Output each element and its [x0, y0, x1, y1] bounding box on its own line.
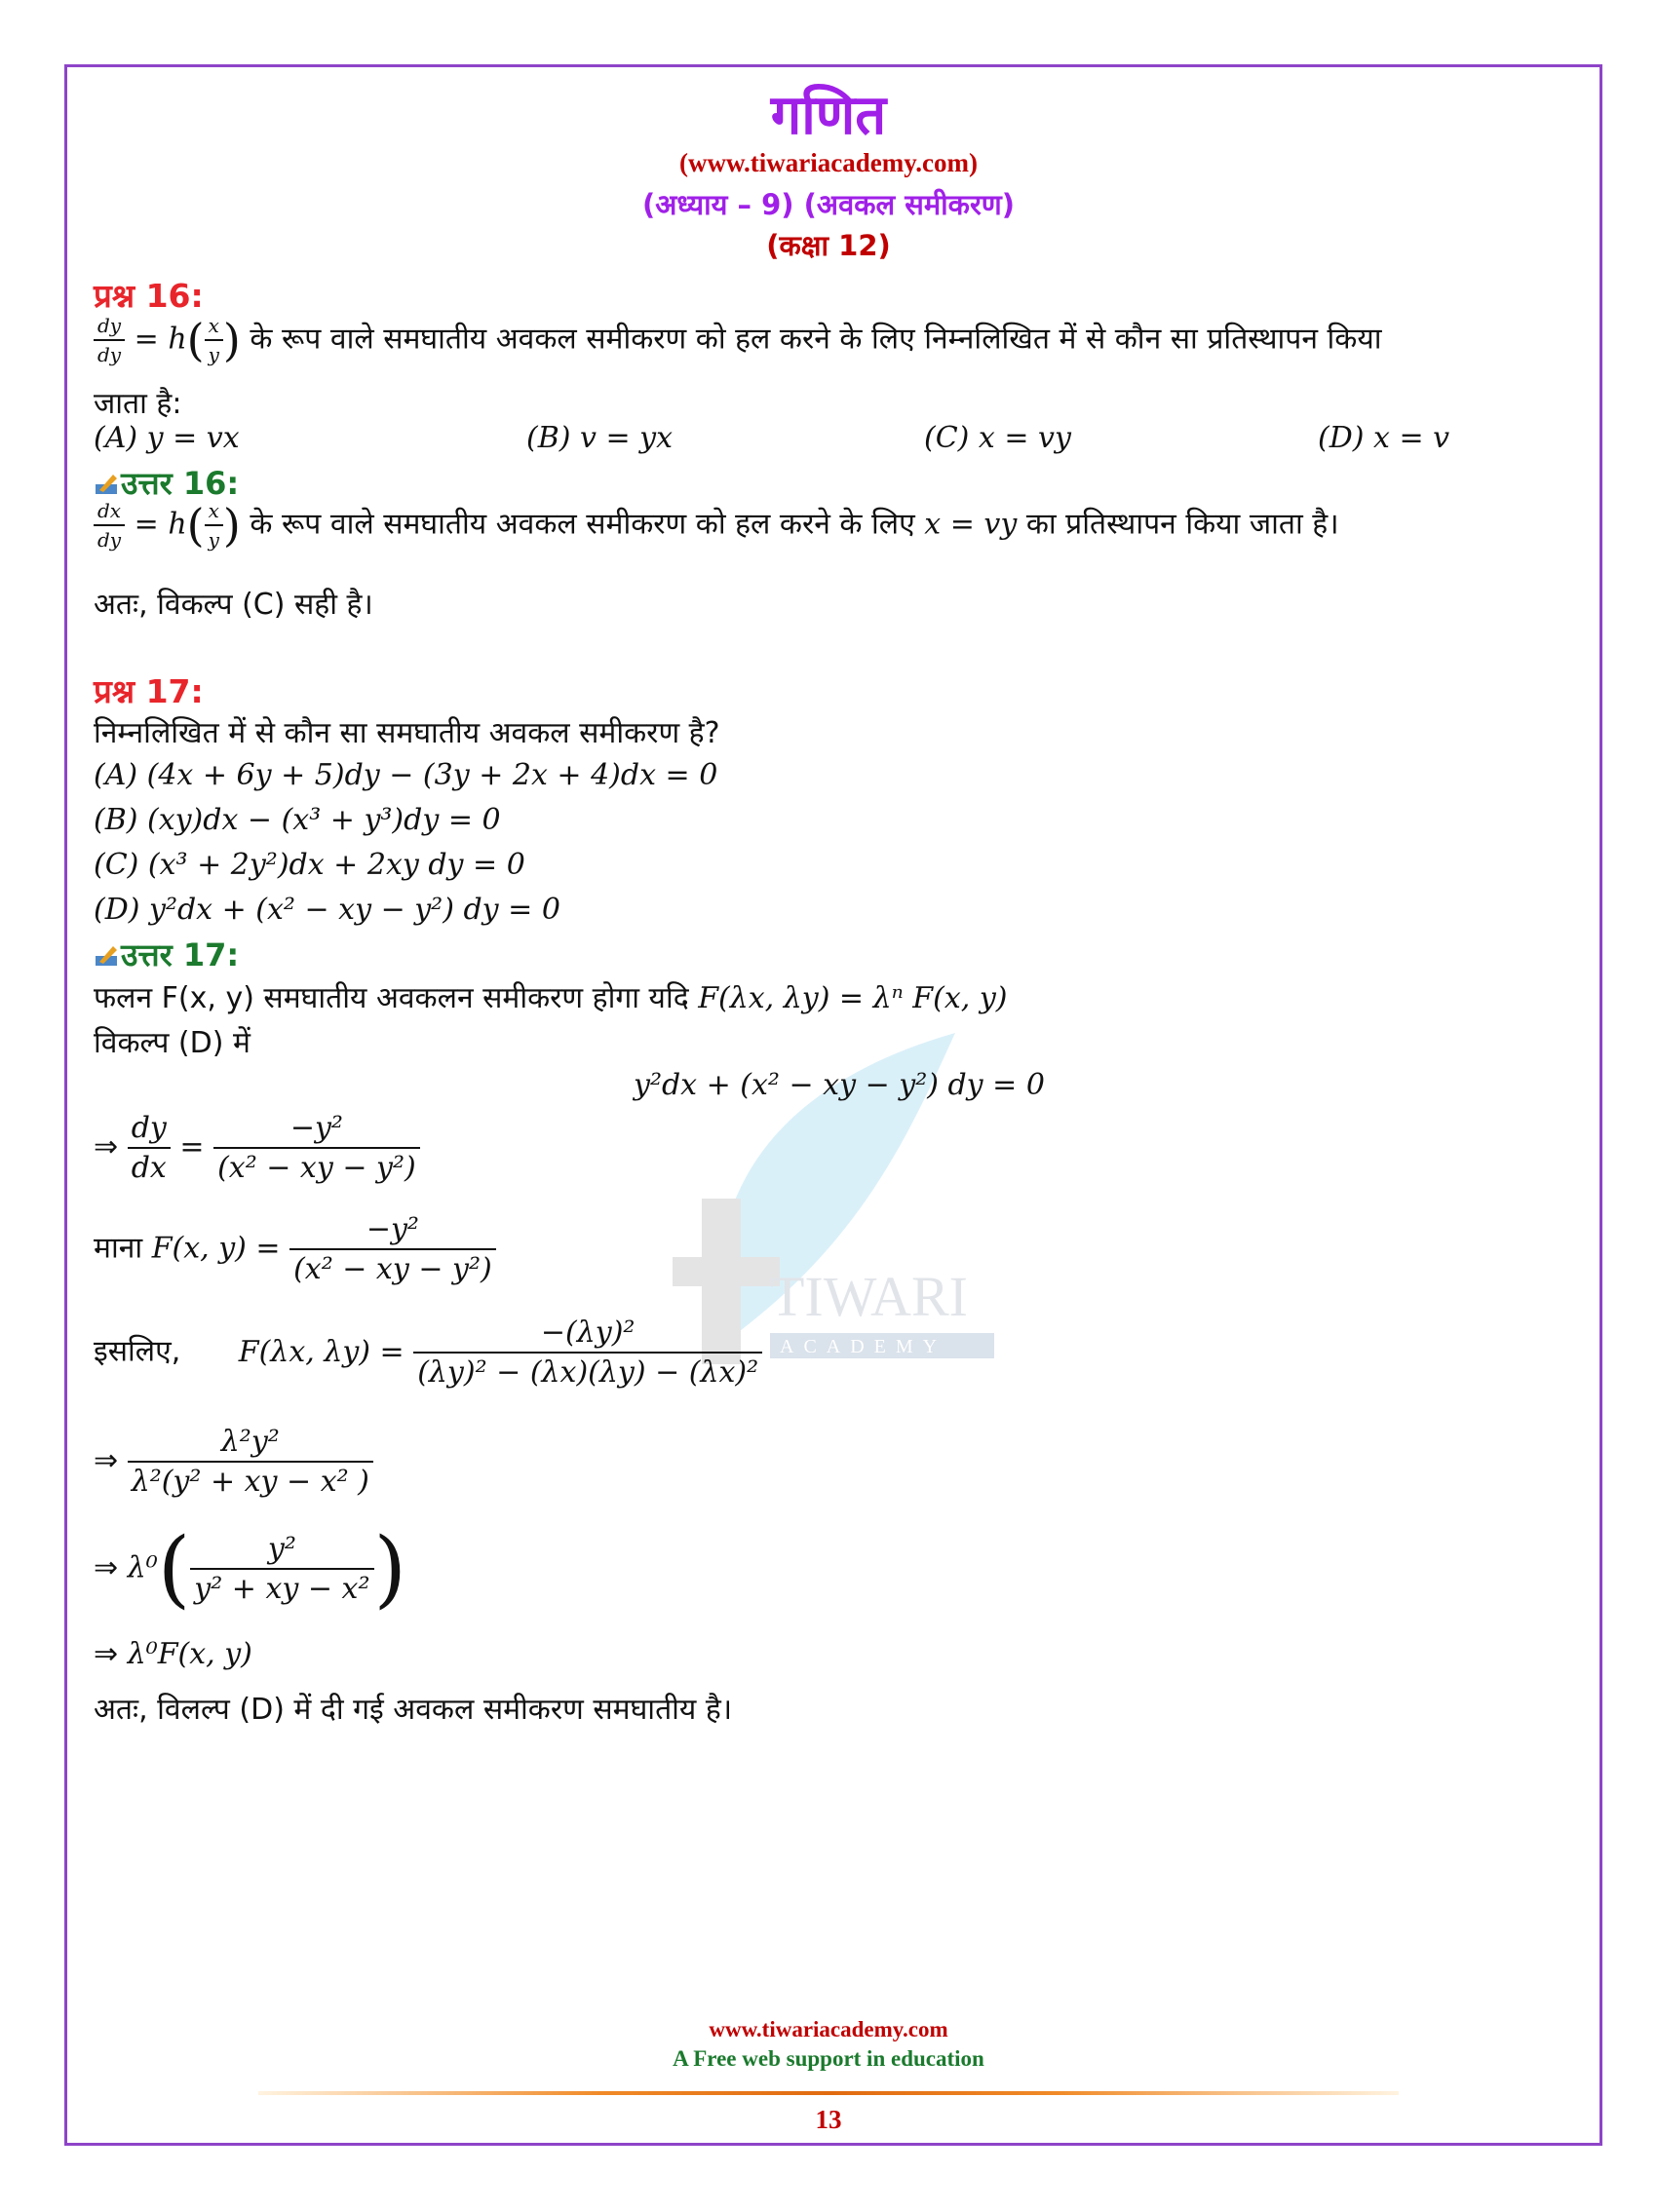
a17-line1: [94, 976, 1007, 1016]
a17-line2: विकल्प (D) में: [94, 1026, 250, 1060]
q16-option-b: (B) v = yx: [526, 421, 674, 455]
a17-heading-row: [94, 934, 239, 975]
a17-step-final-form: ⇒ λ⁰F(x, y): [94, 1637, 252, 1671]
x-over-y-fraction: $\frac{x}{y}$: [205, 314, 223, 366]
pencil-icon: [94, 942, 119, 968]
t-bar: [673, 1257, 780, 1286]
a17-line1-text: फलन F(x, y) समघातीय अवकलन समीकरण होगा यदि: [94, 981, 689, 1015]
watermark-brand: TIWARI: [770, 1265, 968, 1328]
footer-site-link[interactable]: www.tiwariacademy.com: [709, 2017, 948, 2041]
a17-centered-equation: y²dx + (x² − xy − y²) dy = 0: [634, 1068, 1045, 1102]
a17-step-lambda2: ⇒ $\frac{\text{λ²y²}}{\text{λ²(y² + xy − x² )}}$: [94, 1425, 373, 1499]
lambda-squared-fraction: $\frac{\text{λ²y²}}{\text{λ²(y² + xy − x² )}}$: [128, 1425, 373, 1499]
q17-option-d: (D) y²dx + (x² − xy − y²) dy = 0: [94, 893, 560, 927]
q17-option-c: (C) (x³ + 2y²)dx + 2xy dy = 0: [94, 848, 525, 882]
page-title: गणित: [770, 84, 887, 147]
dy-over-dy-fraction: $\frac{dy}{dy}$: [94, 314, 125, 366]
watermark-sub: ACADEMY: [780, 1336, 947, 1357]
header-site-link[interactable]: (www.tiwariacademy.com): [679, 148, 978, 177]
lambda-zero-fraction: $\frac{\text{y²}}{\text{y² + xy − x²}}$: [190, 1532, 373, 1606]
dx-over-dy-fraction: $\frac{dx}{dy}$: [94, 499, 125, 552]
a17-step-maana: माना F(x, y) = $\frac{\text{−y²}}{\text{(x² − xy − y²)}}$: [94, 1212, 496, 1286]
pencil-icon: [94, 471, 119, 496]
class-label: (कक्षा 12): [766, 229, 891, 262]
q16-statement-line2: जाता है:: [94, 387, 182, 421]
f-lambda-fraction: $\frac{\text{−(λy)²}}{\text{(λy)² − (λx)(λy) − (λx)²}}$: [413, 1316, 762, 1390]
q16-option-d: (D) x = v: [1318, 421, 1450, 455]
a17-step-lambda0: ⇒ λ⁰( $\frac{\text{y²}}{\text{y² + xy − x²}}$ ): [94, 1520, 407, 1618]
isliye-label: इसलिए,: [94, 1334, 181, 1369]
chapter-name: (अवकल समीकरण): [803, 188, 1016, 221]
a16-substitution: x = vy: [924, 507, 1018, 542]
a16-heading: उत्तर 16:: [121, 465, 240, 502]
a16-heading-row: [94, 462, 239, 504]
q16-option-a: (A) y = vx: [94, 421, 240, 455]
q17-statement: निम्नलिखित में से कौन सा समघातीय अवकल समीकरण है?: [94, 716, 720, 750]
a17-step-isliye: इसलिए, F(λx, λy) = $\frac{\text{−(λy)²}}{\text{(λy)² − (λx)(λy) − (λx)²}}$: [94, 1316, 762, 1390]
q16-statement-text: के रूप वाले समघातीय अवकल समीकरण को हल करने के लिए निम्नलिखित में से कौन सा प्रतिस्थापन किया: [250, 322, 1382, 357]
a17-line1-math: F(λx, λy) = λⁿ F(x, y): [698, 981, 1008, 1015]
q16-heading: प्रश्न 16:: [94, 277, 204, 315]
maana-label: माना: [94, 1231, 143, 1266]
a16-text-a: के रूप वाले समघातीय अवकल समीकरण को हल करने के लिए: [250, 507, 915, 542]
chapter-prefix: (अध्याय – 9): [641, 188, 794, 221]
footer-tagline: A Free web support in education: [673, 2046, 984, 2071]
q17-option-a: (A) (4x + 6y + 5)dy − (3y + 2x + 4)dx = 0: [94, 758, 718, 792]
a17-conclusion: अतः, विलल्प (D) में दी गई अवकल समीकरण समघातीय है।: [94, 1693, 733, 1727]
q17-option-b: (B) (xy)dx − (x³ + y³)dy = 0: [94, 803, 501, 837]
a16-conclusion: अतः, विकल्प (C) सही है।: [94, 588, 373, 622]
x-over-y-fraction-2: $\frac{x}{y}$: [205, 499, 223, 552]
a16-line1: $\frac{dx}{dy}$ = h( $\frac{x}{y}$ ) के रूप वाले समघातीय अवकल समीकरण को हल करने के लिए x = vy का प्रतिस्थापन किया जाता है।: [94, 499, 1339, 552]
q16-statement-line1: $\frac{dy}{dy}$ = h( $\frac{x}{y}$ ) के रूप वाले समघातीय अवकल समीकरण को हल करने के लिए निम्नलिखित में से कौन सा प्रतिस्थापन किया: [94, 314, 1382, 366]
footer-divider: [258, 2091, 1399, 2095]
q17-heading: प्रश्न 17:: [94, 672, 204, 710]
a16-text-b: का प्रतिस्थापन किया जाता है।: [1025, 507, 1339, 542]
q16-option-c: (C) x = vy: [924, 421, 1071, 455]
dy-dx-fraction: $\frac{dy}{dx}$: [128, 1111, 171, 1185]
page-number: 13: [815, 2105, 842, 2134]
f-xy-fraction: $\frac{\text{−y²}}{\text{(x² − xy − y²)}}$: [289, 1212, 496, 1286]
rhs-fraction: $\frac{\text{−y²}}{\text{(x² − xy − y²)}}$: [213, 1111, 420, 1185]
a17-heading: उत्तर 17:: [121, 936, 240, 973]
a17-step-dydx: ⇒ $\frac{dy}{dx}$ = $\frac{\text{−y²}}{\text{(x² − xy − y²)}}$: [94, 1111, 420, 1185]
chapter-heading: [0, 185, 1657, 223]
